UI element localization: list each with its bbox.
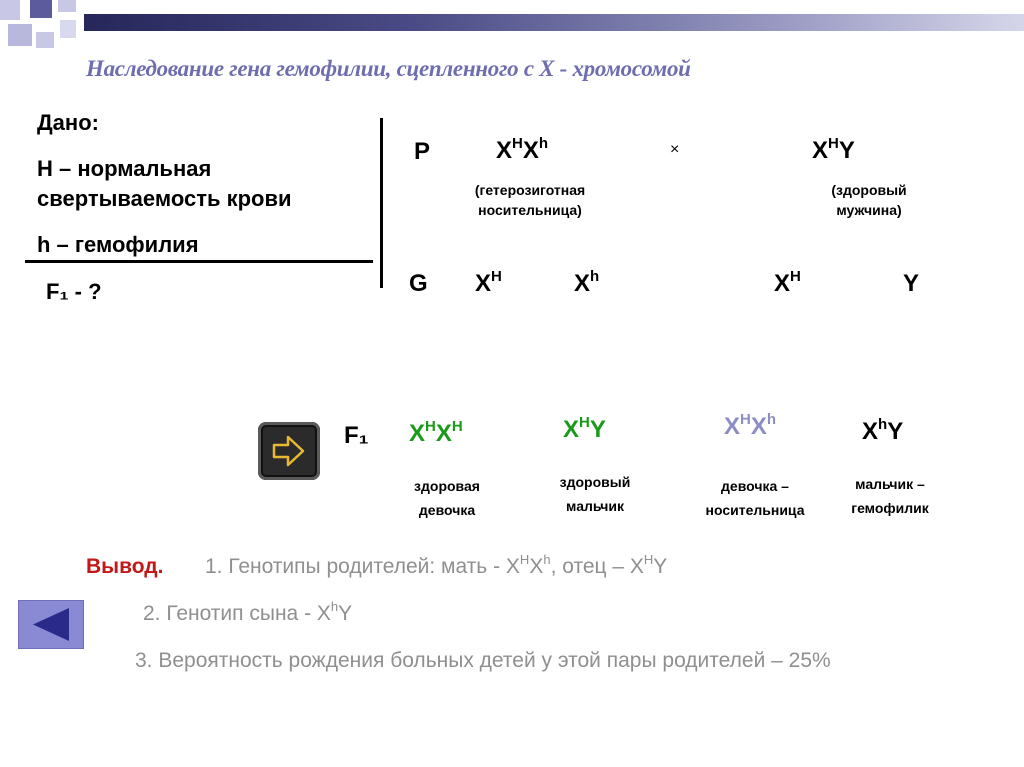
father-description: (здоровый мужчина)	[831, 182, 907, 218]
conclusion-label: Вывод.	[86, 555, 164, 578]
header-square	[0, 0, 20, 20]
mother-description: (гетерозиготная носительница)	[474, 182, 586, 218]
g-label: G	[409, 270, 428, 297]
offspring-label: девочка – носительница	[705, 478, 805, 518]
arrow-right-icon	[258, 422, 320, 480]
f1-label: F₁	[344, 422, 369, 449]
gamete: $X^H$	[475, 268, 502, 297]
gamete: Y	[903, 270, 920, 297]
gamete: $X^h$	[574, 268, 600, 297]
header-square	[8, 24, 32, 46]
slide-title: Наследование гена гемофилии, сцепленного с Х - хромосомой	[86, 56, 691, 81]
forward-button[interactable]	[258, 422, 320, 480]
offspring-genotype: $X^hY$	[862, 416, 904, 445]
offspring-label: здоровый мальчик	[559, 474, 631, 514]
conclusion-line-2: 2. Генотип сына - $X^hY$	[143, 599, 353, 625]
given-h-upper: Н – нормальная свертываемость крови	[37, 156, 292, 211]
header-square	[30, 0, 52, 18]
offspring-genotype: $X^HX^h$	[724, 411, 777, 440]
conclusion-line-1: 1. Генотипы родителей: мать - $X^HX^h$, отец – $X^HY$	[205, 552, 668, 578]
vertical-divider	[380, 118, 383, 288]
given-divider	[25, 260, 373, 263]
header-square	[36, 32, 54, 48]
back-button[interactable]	[18, 600, 84, 649]
given-question: F₁ - ?	[46, 279, 102, 304]
p-label: P	[414, 138, 431, 165]
header-bar	[84, 14, 1024, 31]
gamete: $X^H$	[774, 268, 801, 297]
offspring-genotype: $X^HX^H$	[409, 418, 463, 447]
father-genotype: $X^HY$	[812, 135, 855, 164]
header-square	[58, 0, 76, 12]
offspring-label: мальчик – гемофилик	[851, 476, 929, 516]
mother-genotype: $X^HX^h$	[496, 135, 549, 164]
given-h-lower: h – гемофилия	[37, 232, 199, 257]
given-label: Дано:	[37, 110, 99, 135]
offspring-genotype: $X^HY$	[563, 414, 606, 443]
arrow-left-icon	[19, 601, 83, 648]
conclusion-line-3: 3. Вероятность рождения больных детей у этой пары родителей – 25%	[135, 649, 831, 672]
offspring-label: здоровая девочка	[414, 478, 480, 518]
cross-symbol: ×	[670, 141, 680, 158]
header-square	[60, 20, 76, 38]
